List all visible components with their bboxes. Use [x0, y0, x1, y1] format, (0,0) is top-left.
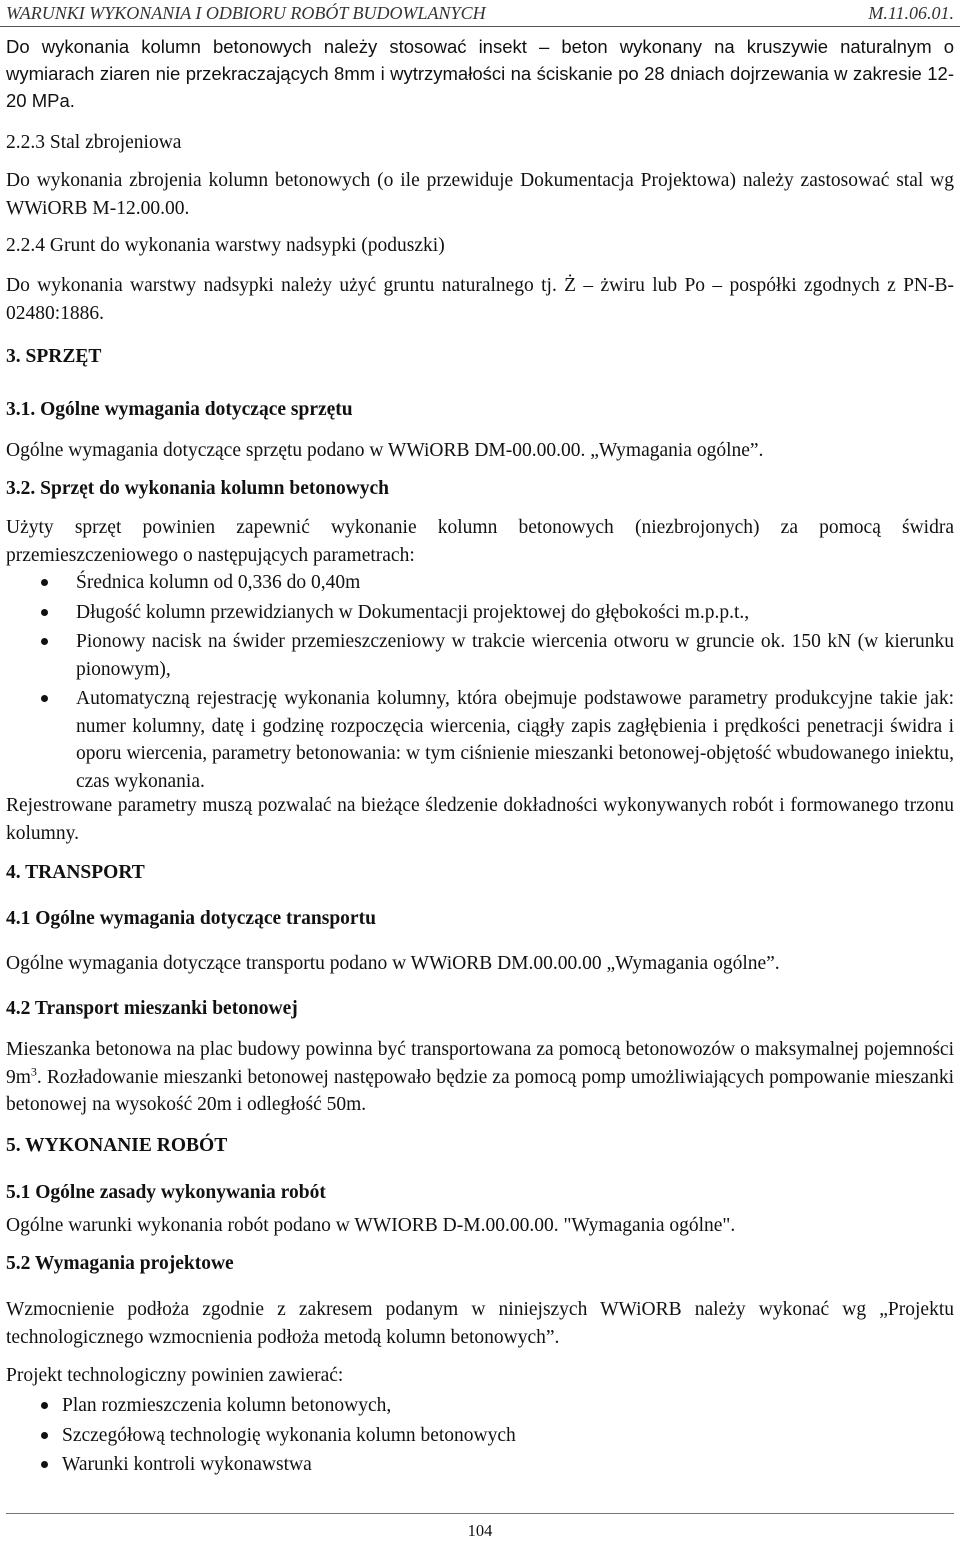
paragraph-5-1: Ogólne warunki wykonania robót podano w WWIORB D-M.00.00.00. "Wymagania ogólne".: [6, 1215, 736, 1236]
heading-2-2-4: 2.2.4 Grunt do wykonania warstwy nadsypki (poduszki): [6, 235, 445, 256]
paragraph-2-2-3: Do wykonania zbrojenia kolumn betonowych (o ile przewiduje Dokumentacja Projektowa) należy zastosować stal wg WWiORB M-12.00.00.: [6, 170, 954, 219]
paragraph-3-2-after: Rejestrowane parametry muszą pozwalać na bieżące śledzenie dokładności wykonywanych robót i formowanego trzonu kolumny.: [6, 795, 954, 844]
bullet-icon: [41, 579, 48, 586]
bullet-icon: [41, 609, 48, 616]
list-item: Warunki kontroli wykonawstwa: [62, 1451, 954, 1479]
paragraph-3-1: Ogólne wymagania dotyczące sprzętu podano w WWiORB DM-00.00.00. „Wymagania ogólne”.: [6, 440, 764, 461]
paragraph-3-2: Użyty sprzęt powinien zapewnić wykonanie kolumn betonowych (niezbrojonych) za pomocą świdra przemieszczeniowego o następujących parametrach:: [6, 517, 954, 566]
paragraph-4-1: Ogólne wymagania dotyczące transportu podano w WWiORB DM.00.00.00 „Wymagania ogólne”.: [6, 953, 780, 974]
heading-5-1: 5.1 Ogólne zasady wykonywania robót: [6, 1182, 326, 1203]
bullet-icon: [41, 1402, 48, 1409]
heading-3-2: 3.2. Sprzęt do wykonania kolumn betonowych: [6, 478, 390, 499]
footer-divider: [6, 1513, 954, 1514]
equipment-parameter-list: [76, 569, 954, 795]
heading-2-2-3: 2.2.3 Stal zbrojeniowa: [6, 132, 182, 153]
header-code: M.11.06.01.: [868, 3, 954, 23]
paragraph-2-2-4: Do wykonania warstwy nadsypki należy użyć gruntu naturalnego tj. Ż – żwiru lub Po – pospółki zgodnych z PN-B-02480:1886.: [6, 275, 954, 324]
heading-5-2: 5.2 Wymagania projektowe: [6, 1253, 234, 1274]
list-item: Szczegółową technologię wykonania kolumn betonowych: [62, 1422, 954, 1450]
heading-3-1: 3.1. Ogólne wymagania dotyczące sprzętu: [6, 399, 353, 420]
bullet-icon: [41, 1432, 48, 1439]
bullet-icon: [41, 638, 48, 645]
paragraph-4-2: Mieszanka betonowa na plac budowy powinna być transportowana za pomocą betonowozów o maksymalnej pojemności $9m^3$. Rozładowanie mieszanki betonowej następowało będzie za pomocą pomp umożliwiających pompowanie mieszanki betonowej na wysokość 20m i odległość 50m.: [6, 1039, 954, 1115]
heading-3: 3. SPRZĘT: [6, 346, 102, 367]
heading-5: 5. WYKONANIE ROBÓT: [6, 1135, 228, 1156]
list-item: Automatyczną rejestrację wykonania kolumny, która obejmuje podstawowe parametry produkcyjne takie jak: numer kolumny, datę i godzinę rozpoczęcia wiercenia, ciągły zapis zagłębienia i prędkości penetracji świdra i oporu wiercenia, parametry betonowania: w tym ciśnienie mieszanki betonowej-objętość wbudowanego iniektu, czas wykonania.: [76, 685, 954, 795]
paragraph-5-2: Wzmocnienie podłoża zgodnie z zakresem podanym w niniejszych WWiORB należy wykonać wg „Projektu technologicznego wzmocnienia podłoża metodą kolumn betonowych”.: [6, 1299, 954, 1348]
paragraph-5-2-b: Projekt technologiczny powinien zawierać:: [6, 1365, 344, 1386]
intro-paragraph: Do wykonania kolumn betonowych należy stosować insekt – beton wykonany na kruszywie naturalnym o wymiarach ziaren nie przekraczających 8mm i wytrzymałości na ściskanie po 28 dniach dojrzewania w zakresie 12-20 MPa.: [6, 36, 954, 111]
heading-4-2: 4.2 Transport mieszanki betonowej: [6, 998, 298, 1019]
project-contents-list: [62, 1392, 954, 1479]
heading-4-1: 4.1 Ogólne wymagania dotyczące transportu: [6, 908, 376, 929]
list-item: Plan rozmieszczenia kolumn betonowych,: [62, 1392, 954, 1420]
list-item: Długość kolumn przewidzianych w Dokumentacji projektowej do głębokości m.p.p.t.,: [76, 599, 954, 627]
header-title: WARUNKI WYKONANIA I ODBIORU ROBÓT BUDOWLANYCH: [6, 3, 486, 23]
page-number: 104: [467, 1521, 493, 1540]
bullet-icon: [41, 695, 48, 702]
list-item: Średnica kolumn od 0,336 do 0,40m: [76, 569, 954, 597]
page-header: [0, 0, 960, 27]
list-item: Pionowy nacisk na świder przemieszczeniowy w trakcie wiercenia otworu w gruncie ok. 150 kN (w kierunku pionowym),: [76, 628, 954, 683]
heading-4: 4. TRANSPORT: [6, 862, 145, 883]
bullet-icon: [41, 1461, 48, 1468]
